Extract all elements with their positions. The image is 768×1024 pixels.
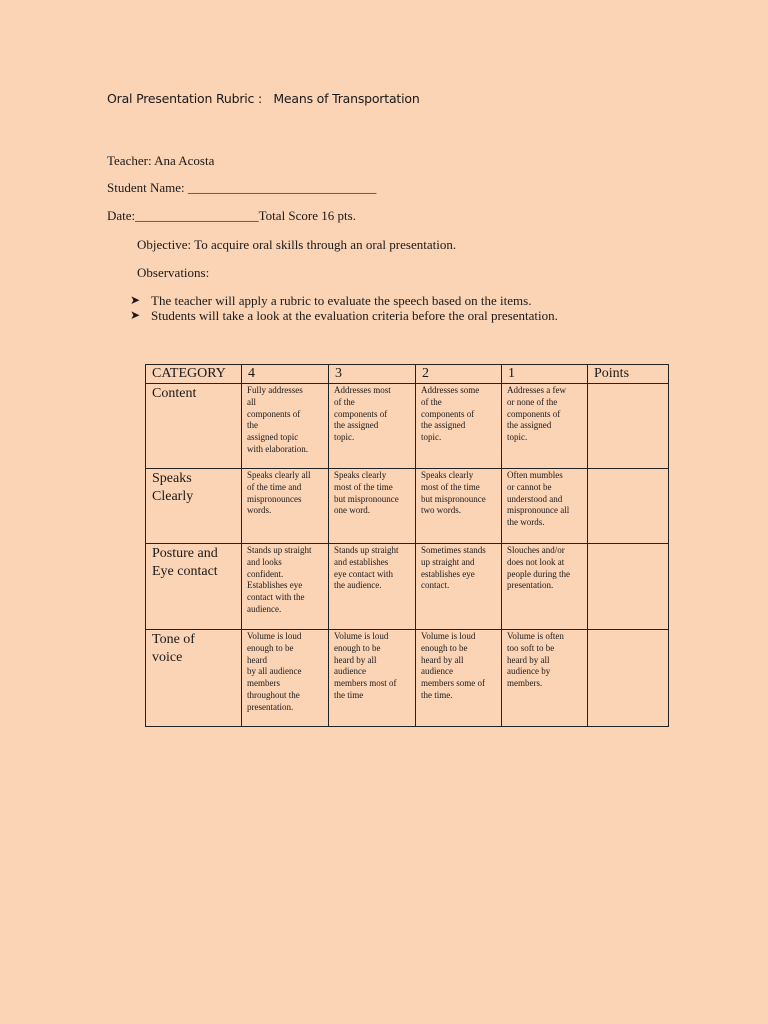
observation-item: Students will take a look at the evaluation criteria before the oral presentation. xyxy=(151,308,558,323)
header-score-3: 3 xyxy=(329,365,416,384)
points-cell[interactable] xyxy=(588,630,669,727)
rubric-row-posture xyxy=(146,544,669,630)
rubric-header-row xyxy=(146,365,669,384)
category-cell: Content xyxy=(146,384,242,469)
criteria-cell-2: Speaks clearly most of the time but mispronounce two words. xyxy=(416,469,502,544)
criteria-cell-2: Addresses some of the components of the assigned topic. xyxy=(416,384,502,469)
criteria-cell-1: Slouches and/or does not look at people during the presentation. xyxy=(502,544,588,630)
criteria-cell-4: Stands up straight and looks confident. Establishes eye contact with the audience. xyxy=(242,544,329,630)
criteria-cell-4: Speaks clearly all of the time and mispronounces words. xyxy=(242,469,329,544)
category-cell: Speaks Clearly xyxy=(146,469,242,544)
student-name-line: Student Name: _____________________________ xyxy=(107,180,377,195)
criteria-cell-1: Volume is often too soft to be heard by all audience by members. xyxy=(502,630,588,727)
points-cell[interactable] xyxy=(588,469,669,544)
bullet-arrow-icon: ➤ xyxy=(130,308,141,322)
rubric-row-tone xyxy=(146,630,669,727)
bullet-arrow-icon: ➤ xyxy=(130,293,141,307)
header-category: CATEGORY xyxy=(146,365,242,384)
category-cell: Posture and Eye contact xyxy=(146,544,242,630)
criteria-cell-2: Volume is loud enough to be heard by all audience members some of the time. xyxy=(416,630,502,727)
criteria-cell-4: Volume is loud enough to be heard by all audience members throughout the presentation. xyxy=(242,630,329,727)
points-cell[interactable] xyxy=(588,384,669,469)
points-cell[interactable] xyxy=(588,544,669,630)
criteria-cell-1: Often mumbles or cannot be understood and mispronounce all the words. xyxy=(502,469,588,544)
rubric-row-speaks-clearly xyxy=(146,469,669,544)
teacher-line: Teacher: Ana Acosta xyxy=(107,153,215,168)
criteria-cell-3: Addresses most of the components of the assigned topic. xyxy=(329,384,416,469)
criteria-cell-4: Fully addresses all components of the assigned topic with elaboration. xyxy=(242,384,329,469)
objective-line: Objective: To acquire oral skills through an oral presentation. xyxy=(137,237,457,252)
header-score-4: 4 xyxy=(242,365,329,384)
header-points: Points xyxy=(588,365,669,384)
criteria-cell-2: Sometimes stands up straight and establishes eye contact. xyxy=(416,544,502,630)
criteria-cell-3: Speaks clearly most of the time but mispronounce one word. xyxy=(329,469,416,544)
criteria-cell-3: Stands up straight and establishes eye contact with the audience. xyxy=(329,544,416,630)
rubric-row-content xyxy=(146,384,669,469)
rubric-table xyxy=(145,364,669,727)
document-title: Oral Presentation Rubric : Means of Transportation xyxy=(107,91,420,106)
category-cell: Tone of voice xyxy=(146,630,242,727)
criteria-cell-3: Volume is loud enough to be heard by all audience members most of the time xyxy=(329,630,416,727)
criteria-cell-1: Addresses a few or none of the components of the assigned topic. xyxy=(502,384,588,469)
header-score-2: 2 xyxy=(416,365,502,384)
observation-item: The teacher will apply a rubric to evaluate the speech based on the items. xyxy=(151,293,532,308)
observations-label: Observations: xyxy=(137,265,210,280)
header-score-1: 1 xyxy=(502,365,588,384)
date-score-line: Date:___________________Total Score 16 pts. xyxy=(107,208,356,223)
